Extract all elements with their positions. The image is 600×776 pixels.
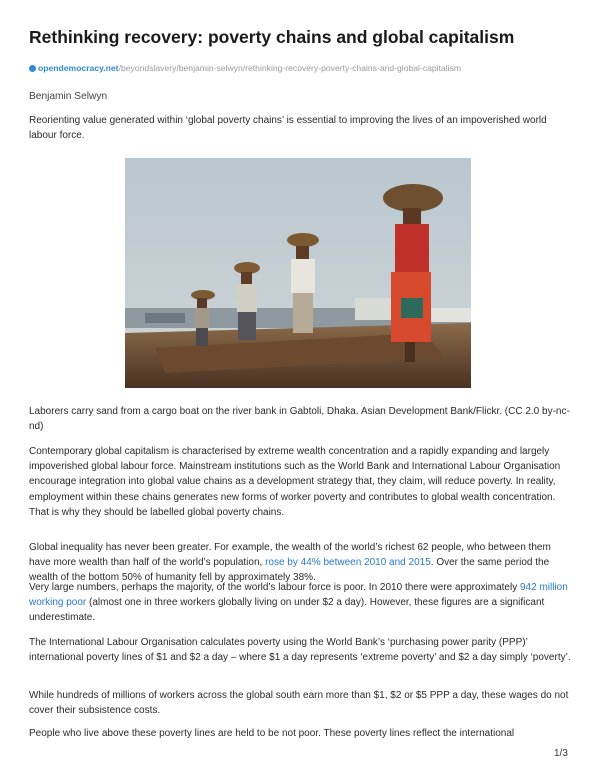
paragraph-3-text-b: (almost one in three workers globally living on under $2 a day). However, these figures are a significant underestimate.	[29, 597, 545, 624]
source-site: opendemocracy.net	[38, 63, 119, 73]
author-name: Benjamin Selwyn	[29, 91, 108, 102]
paragraph-4: The International Labour Organisation calculates poverty using the World Bank’s ‘purchasing power parity (PPP)’ international poverty lines of $1 and $2 a day – where $1 a day represents ‘extreme poverty’ and $2 a day simply ‘poverty’.	[29, 637, 571, 664]
opendemocracy-logo-icon	[29, 65, 36, 72]
paragraph-1: Contemporary global capitalism is characterised by extreme wealth concentration and a rapidly expanding and largely impoverished global labour force. Mainstream institutions such as the World Bank and International Labour Organisation encourage integration into global value chains as a development strategy that, they claim, will reduce poverty. In reality, employment within these chains generates new forms of worker poverty and contributes to global wealth concentration. That is why they should be labelled global poverty chains.	[29, 446, 561, 518]
standfirst: Reorienting value generated within ‘global poverty chains’ is essential to improving the lives of an impoverished world labour force.	[29, 115, 547, 142]
paragraph-2	[29, 540, 574, 586]
paragraph-3-text-a: Very large numbers, perhaps the majority, of the world’s labour force is poor. In 2010 there were approximately	[29, 582, 520, 593]
article-photo	[125, 158, 471, 388]
article-title: Rethinking recovery: poverty chains and global capitalism	[29, 27, 515, 47]
working-poor-link[interactable]: 942 million working poor	[29, 582, 568, 609]
paragraph-2-text-a: Global inequality has never been greater. For example, the wealth of the world’s richest 62 people, who between them have more wealth than half of the world’s population,	[29, 542, 551, 569]
page-number: 1/3	[554, 748, 568, 759]
paragraph-6: People who live above these poverty lines are held to be not poor. These poverty lines reflect the international	[29, 728, 515, 739]
inequality-link[interactable]: rose by 44% between 2010 and 2015	[265, 557, 431, 569]
source-url[interactable]	[29, 63, 589, 73]
image-caption: Laborers carry sand from a cargo boat on the river bank in Gabtoli, Dhaka. Asian Development Bank/Flickr. (CC 2.0 by-nc-nd)	[29, 406, 570, 433]
paragraph-5: While hundreds of millions of workers across the global south earn more than $1, $2 or $5 PPP a day, these wages do not cover their subsistence costs.	[29, 690, 569, 717]
source-path: /beyondslavery/benjamin-selwyn/rethinking-recovery-poverty-chains-and-global-capitalism	[118, 63, 462, 73]
paragraph-2-text-b: . Over the same period the wealth of the bottom 50% of humanity fell by approximately 38%.	[29, 557, 550, 584]
paragraph-3	[29, 580, 574, 626]
